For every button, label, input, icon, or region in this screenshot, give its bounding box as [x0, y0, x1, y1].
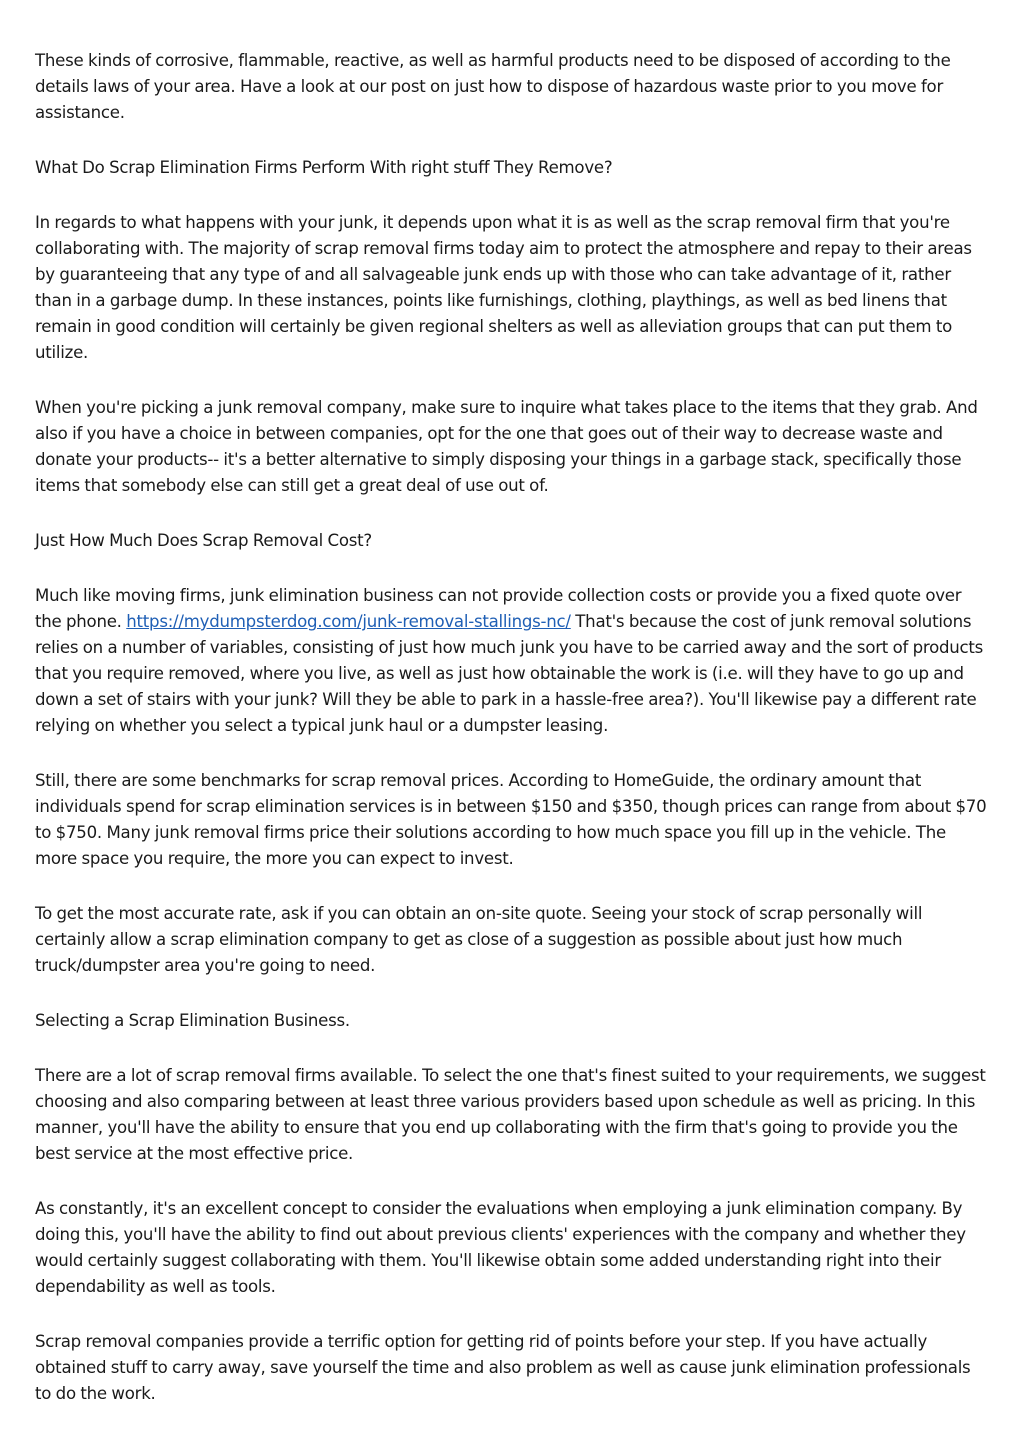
paragraph-text-before-link: Much like moving firms, junk elimination business can not provide collection costs or provide you a fixed quote over the phone.: [35, 586, 962, 631]
document-body: [35, 48, 990, 1436]
heading-removal-cost: Just How Much Does Scrap Removal Cost?: [35, 531, 372, 550]
heading-selecting-business: Selecting a Scrap Elimination Business.: [35, 1011, 350, 1030]
paragraph-compare-providers: There are a lot of scrap removal firms available. To select the one that's finest suited to your requirements, we suggest choosing and also comparing between at least three various providers based upon schedule as well as pricing. In this manner, you'll have the ability to ensure that you end up collaborating with the firm that's going to provide you the best service at the most effective price.: [35, 1066, 986, 1163]
heading-what-firms-do: What Do Scrap Elimination Firms Perform With right stuff They Remove?: [35, 158, 613, 177]
paragraph-what-happens-junk: In regards to what happens with your junk, it depends upon what it is as well as the scrap removal firm that you're collaborating with. The majority of scrap removal firms today aim to protect the atmosphere and repay to their areas by guaranteeing that any type of and all salvageable junk ends up with those who can take advantage of it, rather than in a garbage dump. In these instances, points like furnishings, clothing, playthings, as well as bed linens that remain in good condition will certainly be given regional shelters as well as alleviation groups that can put them to utilize.: [35, 213, 972, 362]
paragraph-conclusion: Scrap removal companies provide a terrific option for getting rid of points before your step. If you have actually obtained stuff to carry away, save yourself the time and also problem as well as cause junk elimination professionals to do the work.: [35, 1332, 971, 1403]
paragraph-hazardous-disposal: These kinds of corrosive, flammable, reactive, as well as harmful products need to be disposed of according to the details laws of your area. Have a look at our post on just how to dispose of hazardous waste prior to you move for assistance.: [35, 51, 951, 122]
paragraph-benchmarks: Still, there are some benchmarks for scrap removal prices. According to HomeGuide, the ordinary amount that individuals spend for scrap elimination services is in between $150 and $350, though prices can range from about $70 to $750. Many junk removal firms price their solutions according to how much space you fill up in the vehicle. The more space you require, the more you can expect to invest.: [35, 771, 987, 868]
paragraph-onsite-quote: To get the most accurate rate, ask if you can obtain an on-site quote. Seeing your stock of scrap personally will certainly allow a scrap elimination company to get as close of a suggestion as possible about just how much truck/dumpster area you're going to need.: [35, 904, 923, 975]
junk-removal-link[interactable]: https://mydumpsterdog.com/junk-removal-stallings-nc/: [126, 612, 571, 631]
paragraph-cost-variables: [35, 583, 990, 739]
paragraph-evaluations: As constantly, it's an excellent concept to consider the evaluations when employing a junk elimination company. By doing this, you'll have the ability to find out about previous clients' experiences with the company and whether they would certainly suggest collaborating with them. You'll likewise obtain some added understanding right into their dependability as well as tools.: [35, 1199, 966, 1296]
paragraph-picking-company: When you're picking a junk removal company, make sure to inquire what takes place to the items that they grab. And also if you have a choice in between companies, opt for the one that goes out of their way to decrease waste and donate your products-- it's a better alternative to simply disposing your things in a garbage stack, specifically those items that somebody else can still get a great deal of use out of.: [35, 398, 978, 495]
paragraph-text-after-link: That's because the cost of junk removal solutions relies on a number of variables, consisting of just how much junk you have to be carried away and the sort of products that you require removed, where you live, as well as just how obtainable the work is (i.e. will they have to go up and down a set of stairs with your junk? Will they be able to park in a hassle-free area?). You'll likewise pay a different rate relying on whether you select a typical junk haul or a dumpster leasing.: [35, 612, 984, 735]
